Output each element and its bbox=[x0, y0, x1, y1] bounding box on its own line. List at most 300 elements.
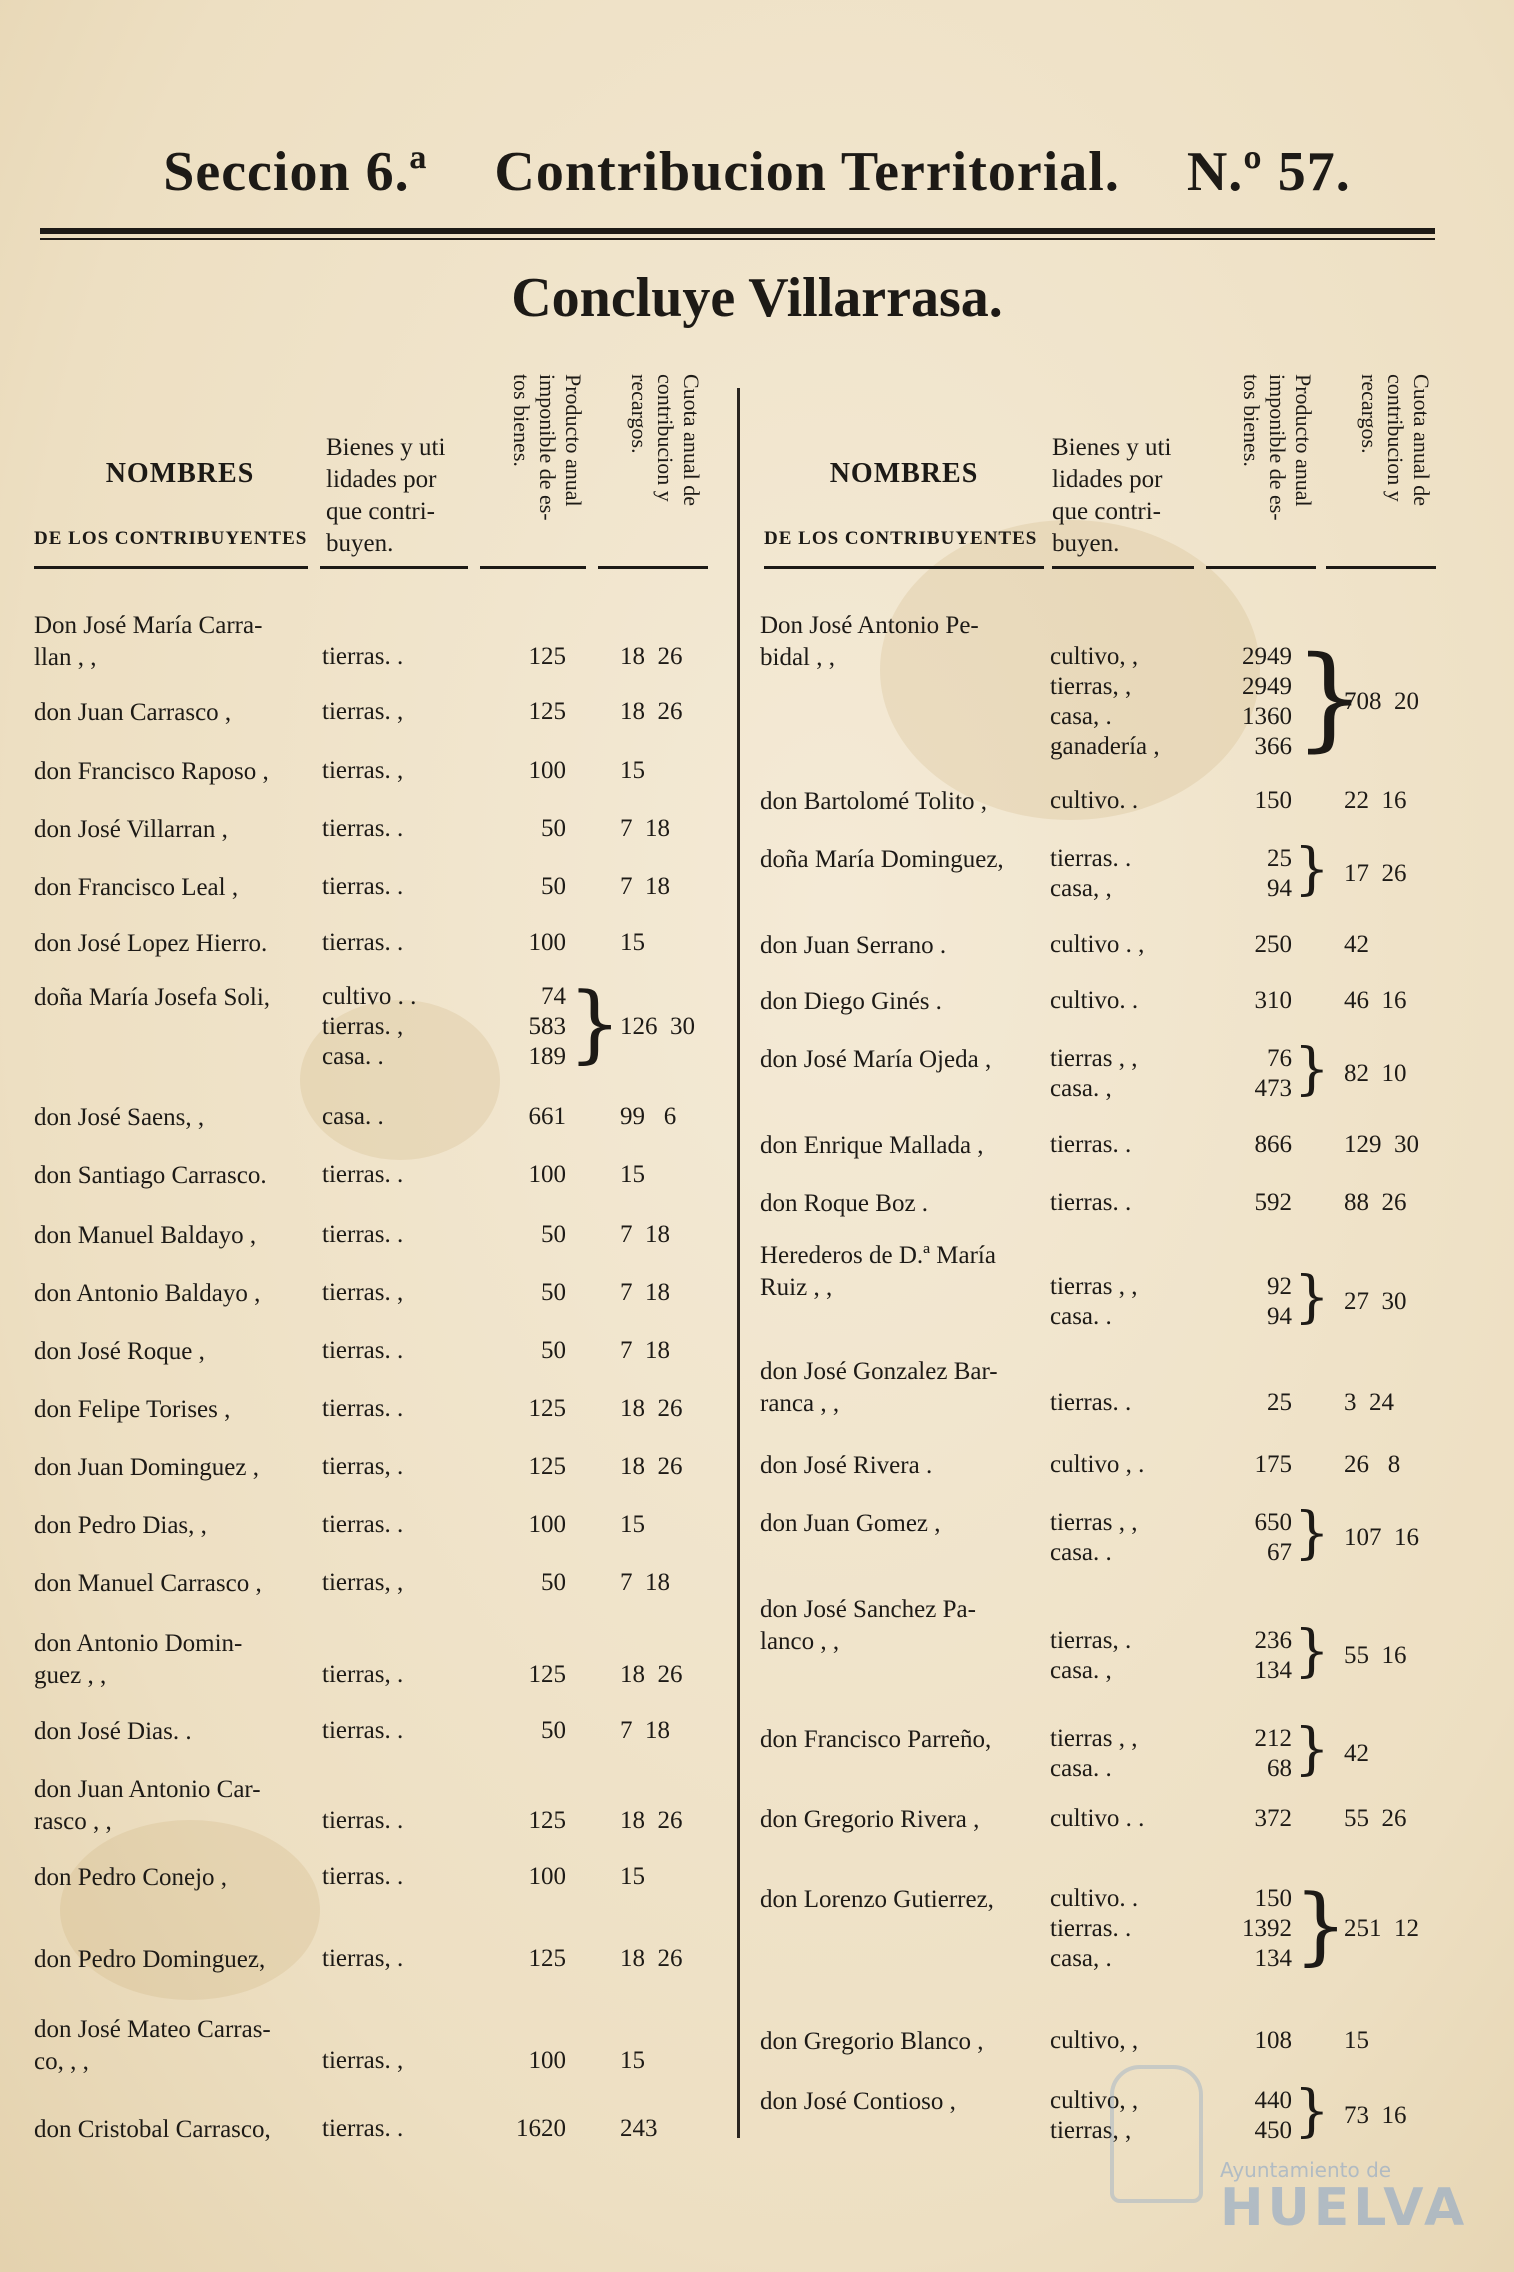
producto-cell bbox=[486, 1660, 566, 1690]
bienes-line: tierras. . bbox=[322, 2115, 404, 2142]
contributor-name-line: don José Villarran , bbox=[34, 816, 228, 843]
contributor-name bbox=[34, 610, 262, 674]
producto-cell bbox=[486, 2114, 566, 2144]
cuota-value: 3 24 bbox=[1344, 1389, 1394, 1416]
bienes-cell bbox=[1050, 844, 1131, 904]
bienes-cell bbox=[1050, 1130, 1131, 1160]
contributor-name bbox=[34, 1452, 259, 1484]
cuota-value: 129 30 bbox=[1344, 1131, 1419, 1158]
contributor-name-line: don Juan Carrasco , bbox=[34, 699, 232, 726]
bienes-line: tierras. . bbox=[1050, 1189, 1132, 1216]
bienes-line: casa. , bbox=[1050, 1657, 1112, 1684]
header-underline bbox=[480, 566, 586, 569]
contributor-name-line: don José Dias. . bbox=[34, 1718, 192, 1745]
subtitle: Concluye Villarrasa. bbox=[511, 267, 1003, 329]
contributor-name-line: ranca , , bbox=[760, 1390, 840, 1417]
watermark-big: HUELVA bbox=[1220, 2178, 1469, 2238]
producto-cell bbox=[486, 1568, 566, 1598]
bienes-cell bbox=[322, 1944, 403, 1974]
cuota-value: 7 18 bbox=[620, 1717, 670, 1744]
bienes-line: casa, , bbox=[1050, 875, 1112, 902]
header-rule-thin bbox=[40, 238, 1435, 240]
contributor-name bbox=[760, 930, 946, 962]
producto-cell bbox=[486, 814, 566, 844]
column-divider bbox=[737, 388, 740, 2138]
producto-value: 150 bbox=[1254, 787, 1292, 814]
producto-cell bbox=[1212, 2086, 1292, 2146]
producto-header-line: tos bienes. bbox=[509, 374, 534, 467]
bienes-line: cultivo. . bbox=[1050, 1885, 1139, 1912]
producto-cell bbox=[486, 1716, 566, 1746]
cuota-value: 55 26 bbox=[1344, 1805, 1407, 1832]
bienes-cell bbox=[322, 642, 403, 672]
contributor-name-line: don Enrique Mallada , bbox=[760, 1132, 984, 1159]
nombres-subheader-right: DE LOS CONTRIBUYENTES bbox=[764, 528, 1038, 549]
producto-value: 67 bbox=[1267, 1539, 1292, 1566]
producto-cell bbox=[1212, 1388, 1292, 1418]
producto-header-right bbox=[1238, 374, 1316, 564]
producto-value: 74 bbox=[541, 983, 566, 1010]
producto-value: 94 bbox=[1267, 1303, 1292, 1330]
producto-value: 134 bbox=[1254, 1945, 1292, 1972]
producto-header-line: Producto anual bbox=[1291, 374, 1316, 507]
producto-cell bbox=[1212, 986, 1292, 1016]
cuota-value: 7 18 bbox=[620, 1337, 670, 1364]
cuota-value: 15 bbox=[620, 1511, 645, 1538]
bienes-cell bbox=[322, 1220, 403, 1250]
contributor-name bbox=[760, 1724, 991, 1756]
producto-value: 50 bbox=[541, 815, 566, 842]
producto-cell bbox=[486, 1102, 566, 1132]
bienes-line: cultivo , . bbox=[1050, 1451, 1145, 1478]
producto-cell bbox=[486, 1278, 566, 1308]
cuota-header-line: Cuota anual de bbox=[1409, 374, 1434, 506]
producto-cell bbox=[1212, 1626, 1292, 1686]
contributor-name-line: don José Roque , bbox=[34, 1338, 205, 1365]
cuota-value: 82 10 bbox=[1344, 1060, 1407, 1087]
producto-cell bbox=[1212, 844, 1292, 904]
producto-value: 92 bbox=[1267, 1273, 1292, 1300]
bienes-cell bbox=[322, 756, 403, 786]
bienes-line: tierras. , bbox=[322, 1279, 404, 1306]
contributor-name-line: don Lorenzo Gutierrez, bbox=[760, 1886, 994, 1913]
contributor-name-line: bidal , , bbox=[760, 644, 835, 671]
brace-icon: } bbox=[1294, 2079, 1330, 2144]
producto-cell bbox=[486, 928, 566, 958]
header-underline bbox=[1052, 566, 1194, 569]
producto-cell bbox=[1212, 1804, 1292, 1834]
contributor-name bbox=[760, 1450, 932, 1482]
bienes-cell bbox=[1050, 1044, 1137, 1104]
bienes-cell bbox=[322, 814, 403, 844]
cuota-value: 18 26 bbox=[620, 643, 683, 670]
producto-cell bbox=[486, 642, 566, 672]
contributor-name bbox=[34, 1716, 192, 1748]
contributor-name bbox=[34, 756, 269, 788]
contributor-name bbox=[34, 697, 231, 729]
producto-header-line: imponible de es- bbox=[1265, 374, 1290, 521]
bienes-header-line: lidades por bbox=[1052, 466, 1163, 493]
contributor-name-line: don Juan Serrano . bbox=[760, 932, 947, 959]
bienes-cell bbox=[322, 982, 416, 1072]
contributor-name bbox=[760, 2086, 956, 2118]
producto-value: 1360 bbox=[1242, 703, 1292, 730]
contributor-name-line: don Cristobal Carrasco, bbox=[34, 2116, 271, 2143]
bienes-cell bbox=[1050, 1450, 1144, 1480]
contributor-name-line: don Gregorio Rivera , bbox=[760, 1806, 980, 1833]
header-title: Contribucion Territorial. bbox=[494, 141, 1120, 203]
producto-cell bbox=[486, 1160, 566, 1190]
producto-value: 250 bbox=[1254, 931, 1292, 958]
producto-value: 100 bbox=[528, 2047, 566, 2074]
contributor-name bbox=[34, 814, 228, 846]
producto-cell bbox=[486, 756, 566, 786]
producto-value: 310 bbox=[1254, 987, 1292, 1014]
bienes-cell bbox=[1050, 1388, 1131, 1418]
producto-cell bbox=[486, 1220, 566, 1250]
producto-header-left bbox=[508, 374, 586, 564]
producto-value: 650 bbox=[1254, 1509, 1292, 1536]
watermark bbox=[1220, 2158, 1469, 2238]
contributor-name bbox=[760, 1240, 996, 1304]
producto-value: 236 bbox=[1254, 1627, 1292, 1654]
bienes-line: tierras. . bbox=[322, 873, 404, 900]
producto-cell bbox=[486, 1452, 566, 1482]
bienes-line: tierras. . bbox=[322, 1717, 404, 1744]
contributor-name-line: don Juan Antonio Car- bbox=[34, 1776, 261, 1803]
bienes-line: tierras , , bbox=[1050, 1045, 1138, 1072]
producto-value: 100 bbox=[528, 929, 566, 956]
bienes-line: tierras. , bbox=[322, 698, 404, 725]
producto-value: 2949 bbox=[1242, 673, 1292, 700]
bienes-header-left bbox=[326, 432, 445, 560]
bienes-cell bbox=[1050, 986, 1138, 1016]
cuota-value: 55 16 bbox=[1344, 1642, 1407, 1669]
producto-value: 1620 bbox=[516, 2115, 566, 2142]
cuota-header-line: recargos. bbox=[627, 374, 652, 454]
cuota-value: 26 8 bbox=[1344, 1451, 1401, 1478]
bienes-line: tierras. . bbox=[322, 929, 404, 956]
contributor-name bbox=[34, 1944, 265, 1976]
cuota-value: 27 30 bbox=[1344, 1288, 1407, 1315]
producto-value: 25 bbox=[1267, 1389, 1292, 1416]
brace-icon: } bbox=[1294, 1265, 1330, 1330]
bienes-line: tierras , , bbox=[1050, 1273, 1138, 1300]
producto-value: 212 bbox=[1254, 1725, 1292, 1752]
contributor-name-line: don Pedro Dominguez, bbox=[34, 1946, 266, 1973]
producto-header-line: imponible de es- bbox=[535, 374, 560, 521]
contributor-name-line: don José Saens, , bbox=[34, 1104, 205, 1131]
cuota-value: 22 16 bbox=[1344, 787, 1407, 814]
cuota-value: 46 16 bbox=[1344, 987, 1407, 1014]
cuota-value: 18 26 bbox=[620, 1661, 683, 1688]
contributor-name-line: don Francisco Raposo , bbox=[34, 758, 269, 785]
contributor-name bbox=[760, 1130, 984, 1162]
producto-cell bbox=[486, 1510, 566, 1540]
producto-cell bbox=[1212, 642, 1292, 762]
header-underline bbox=[320, 566, 468, 569]
cuota-value: 99 6 bbox=[620, 1103, 677, 1130]
bienes-cell bbox=[1050, 1188, 1131, 1218]
contributor-name-line: don Francisco Leal , bbox=[34, 874, 239, 901]
header-underline bbox=[1206, 566, 1316, 569]
cuota-value: 18 26 bbox=[620, 1807, 683, 1834]
huelva-seal-icon bbox=[1110, 2065, 1203, 2203]
bienes-line: tierras. . bbox=[1050, 845, 1132, 872]
contributor-name bbox=[760, 786, 987, 818]
contributor-name-line: don Juan Gomez , bbox=[760, 1510, 941, 1537]
contributor-name bbox=[34, 1220, 256, 1252]
producto-cell bbox=[1212, 1272, 1292, 1332]
bienes-cell bbox=[322, 1102, 384, 1132]
bienes-line: cultivo, , bbox=[1050, 643, 1139, 670]
cuota-value: 18 26 bbox=[620, 1453, 683, 1480]
producto-value: 100 bbox=[528, 1511, 566, 1538]
bienes-cell bbox=[322, 697, 403, 727]
bienes-cell bbox=[322, 2046, 403, 2076]
producto-value: 100 bbox=[528, 757, 566, 784]
contributor-name bbox=[760, 2026, 984, 2058]
bienes-cell bbox=[1050, 1626, 1131, 1686]
bienes-line: cultivo . , bbox=[1050, 931, 1145, 958]
contributor-name-line: Don José María Carra- bbox=[34, 612, 263, 639]
producto-cell bbox=[486, 1336, 566, 1366]
brace-icon: } bbox=[1294, 633, 1366, 763]
contributor-name bbox=[760, 1356, 998, 1420]
cuota-value: 18 26 bbox=[620, 698, 683, 725]
contributor-name-line: don Manuel Baldayo , bbox=[34, 1222, 257, 1249]
contributor-name-line: don Santiago Carrasco. bbox=[34, 1162, 267, 1189]
producto-value: 125 bbox=[528, 698, 566, 725]
producto-value: 125 bbox=[528, 643, 566, 670]
producto-value: 150 bbox=[1254, 1885, 1292, 1912]
section-label: Seccion 6.ª bbox=[163, 141, 428, 203]
contributor-name bbox=[34, 982, 270, 1014]
cuota-value: 15 bbox=[620, 929, 645, 956]
producto-cell bbox=[486, 1806, 566, 1836]
bienes-cell bbox=[322, 1568, 403, 1598]
bienes-line: tierras, , bbox=[1050, 673, 1132, 700]
producto-value: 50 bbox=[541, 1569, 566, 1596]
contributor-name-line: don José Rivera . bbox=[760, 1452, 933, 1479]
bienes-cell bbox=[1050, 2026, 1138, 2056]
contributor-name bbox=[34, 1510, 207, 1542]
producto-cell bbox=[1212, 1724, 1292, 1784]
contributor-name bbox=[760, 844, 1004, 876]
producto-cell bbox=[1212, 1508, 1292, 1568]
brace-icon: } bbox=[1294, 1876, 1348, 1974]
contributor-name-line: doña María Josefa Soli, bbox=[34, 984, 271, 1011]
producto-cell bbox=[486, 1944, 566, 1974]
bienes-header-line: lidades por bbox=[326, 466, 437, 493]
bienes-line: tierras, . bbox=[1050, 1627, 1132, 1654]
contributor-name-line: don José Contioso , bbox=[760, 2088, 956, 2115]
cuota-value: 73 16 bbox=[1344, 2102, 1407, 2129]
bienes-cell bbox=[1050, 1724, 1137, 1784]
cuota-header-left bbox=[626, 374, 704, 564]
producto-value: 100 bbox=[528, 1161, 566, 1188]
page-number: N.º 57. bbox=[1186, 141, 1351, 203]
producto-value: 125 bbox=[528, 1395, 566, 1422]
producto-value: 440 bbox=[1254, 2087, 1292, 2114]
bienes-line: tierras. . bbox=[322, 1337, 404, 1364]
cuota-header-line: recargos. bbox=[1357, 374, 1382, 454]
cuota-value: 126 30 bbox=[620, 1013, 695, 1040]
producto-cell bbox=[1212, 1188, 1292, 1218]
cuota-header-line: contribucion y bbox=[653, 374, 678, 502]
cuota-value: 15 bbox=[620, 1863, 645, 1890]
cuota-value: 7 18 bbox=[620, 815, 670, 842]
producto-value: 125 bbox=[528, 1807, 566, 1834]
bienes-line: tierras. , bbox=[322, 1013, 404, 1040]
contributor-name-line: don Felipe Torises , bbox=[34, 1396, 231, 1423]
bienes-line: casa. . bbox=[322, 1103, 384, 1130]
bienes-line: tierras, . bbox=[322, 1945, 404, 1972]
contributor-name bbox=[760, 1044, 991, 1076]
bienes-header-line: buyen. bbox=[1052, 530, 1120, 557]
bienes-header-line: que contri- bbox=[1052, 498, 1161, 525]
cuota-value: 18 26 bbox=[620, 1395, 683, 1422]
producto-cell bbox=[486, 982, 566, 1072]
bienes-header-line: Bienes y uti bbox=[326, 434, 446, 461]
bienes-cell bbox=[322, 1862, 403, 1892]
contributor-name bbox=[760, 1884, 994, 1916]
producto-cell bbox=[1212, 786, 1292, 816]
producto-value: 94 bbox=[1267, 875, 1292, 902]
cuota-value: 708 20 bbox=[1344, 688, 1419, 715]
bienes-line: tierras. . bbox=[1050, 1389, 1132, 1416]
bienes-line: casa, . bbox=[1050, 703, 1112, 730]
producto-value: 189 bbox=[528, 1043, 566, 1070]
producto-value: 125 bbox=[528, 1661, 566, 1688]
bienes-header-right bbox=[1052, 432, 1171, 560]
contributor-name-line: don Roque Boz . bbox=[760, 1190, 929, 1217]
bienes-line: cultivo, , bbox=[1050, 2087, 1139, 2114]
bienes-line: tierras, . bbox=[322, 1661, 404, 1688]
brace-icon: } bbox=[1294, 1717, 1330, 1782]
bienes-header-line: buyen. bbox=[326, 530, 394, 557]
contributor-name-line: lanco , , bbox=[760, 1628, 840, 1655]
producto-value: 866 bbox=[1254, 1131, 1292, 1158]
cuota-value: 15 bbox=[620, 1161, 645, 1188]
cuota-value: 42 bbox=[1344, 1740, 1369, 1767]
producto-header-line: Producto anual bbox=[561, 374, 586, 507]
cuota-value: 251 12 bbox=[1344, 1915, 1419, 1942]
producto-cell bbox=[1212, 1450, 1292, 1480]
cuota-value: 7 18 bbox=[620, 873, 670, 900]
cuota-value: 15 bbox=[620, 2047, 645, 2074]
contributor-name bbox=[34, 1628, 242, 1692]
bienes-cell bbox=[322, 1510, 403, 1540]
producto-cell bbox=[1212, 2026, 1292, 2056]
bienes-header-line: Bienes y uti bbox=[1052, 434, 1172, 461]
bienes-line: cultivo, , bbox=[1050, 2027, 1139, 2054]
contributor-name bbox=[34, 1862, 227, 1894]
bienes-cell bbox=[322, 1806, 403, 1836]
cuota-value: 7 18 bbox=[620, 1279, 670, 1306]
bienes-line: ganadería , bbox=[1050, 733, 1160, 760]
cuota-header-right bbox=[1356, 374, 1434, 564]
producto-cell bbox=[486, 2046, 566, 2076]
contributor-name bbox=[34, 1102, 204, 1134]
cuota-value: 17 26 bbox=[1344, 860, 1407, 887]
producto-cell bbox=[486, 1862, 566, 1892]
cuota-value: 243 bbox=[620, 2115, 658, 2142]
cuota-value: 18 26 bbox=[620, 1945, 683, 1972]
cuota-value: 15 bbox=[620, 757, 645, 784]
contributor-name bbox=[760, 1594, 976, 1658]
contributor-name-line: don Antonio Baldayo , bbox=[34, 1280, 261, 1307]
contributor-name-line: co, , , bbox=[34, 2048, 89, 2075]
producto-value: 125 bbox=[528, 1453, 566, 1480]
bienes-header-line: que contri- bbox=[326, 498, 435, 525]
bienes-cell bbox=[1050, 1884, 1138, 1974]
bienes-cell bbox=[322, 1278, 403, 1308]
producto-value: 108 bbox=[1254, 2027, 1292, 2054]
producto-value: 175 bbox=[1254, 1451, 1292, 1478]
contributor-name-line: llan , , bbox=[34, 644, 97, 671]
page-header bbox=[0, 140, 1514, 204]
nombres-subheader-left: DE LOS CONTRIBUYENTES bbox=[34, 528, 308, 549]
bienes-line: tierras. . bbox=[322, 1161, 404, 1188]
producto-value: 583 bbox=[528, 1013, 566, 1040]
bienes-line: casa. . bbox=[1050, 1755, 1112, 1782]
contributor-name-line: don José Gonzalez Bar- bbox=[760, 1358, 998, 1385]
contributor-name-line: guez , , bbox=[34, 1662, 107, 1689]
producto-cell bbox=[486, 1394, 566, 1424]
bienes-cell bbox=[322, 872, 403, 902]
producto-cell bbox=[1212, 930, 1292, 960]
bienes-cell bbox=[322, 1394, 403, 1424]
cuota-value: 15 bbox=[1344, 2027, 1369, 2054]
cuota-header-line: Cuota anual de bbox=[679, 374, 704, 506]
contributor-name-line: don Diego Ginés . bbox=[760, 988, 942, 1015]
contributor-name bbox=[34, 872, 238, 904]
cuota-header-line: contribucion y bbox=[1383, 374, 1408, 502]
bienes-line: casa. , bbox=[1050, 1075, 1112, 1102]
contributor-name-line: don Pedro Conejo , bbox=[34, 1864, 228, 1891]
producto-cell bbox=[1212, 1130, 1292, 1160]
producto-value: 1392 bbox=[1242, 1915, 1292, 1942]
brace-icon: } bbox=[1294, 1619, 1330, 1684]
bienes-line: casa. . bbox=[1050, 1539, 1112, 1566]
producto-value: 450 bbox=[1254, 2117, 1292, 2144]
bienes-cell bbox=[322, 1660, 403, 1690]
bienes-line: tierras. , bbox=[322, 757, 404, 784]
producto-value: 50 bbox=[541, 1221, 566, 1248]
watermark-small: Ayuntamiento de bbox=[1220, 2158, 1392, 2182]
producto-value: 25 bbox=[1267, 845, 1292, 872]
producto-value: 50 bbox=[541, 1279, 566, 1306]
contributor-name bbox=[34, 1568, 262, 1600]
bienes-line: tierras , , bbox=[1050, 1509, 1138, 1536]
contributor-name bbox=[760, 986, 942, 1018]
header-underline bbox=[34, 566, 308, 569]
contributor-name-line: don Francisco Parreño, bbox=[760, 1726, 992, 1753]
cuota-value: 42 bbox=[1344, 931, 1369, 958]
bienes-line: tierras , , bbox=[1050, 1725, 1138, 1752]
nombres-header-right: NOMBRES bbox=[829, 458, 979, 489]
bienes-line: tierras. . bbox=[322, 643, 404, 670]
bienes-line: tierras. . bbox=[1050, 1131, 1132, 1158]
contributor-name bbox=[34, 2114, 271, 2146]
bienes-line: tierras, , bbox=[1050, 2117, 1132, 2144]
contributor-name-line: don Gregorio Blanco , bbox=[760, 2028, 984, 2055]
contributor-name-line: don Bartolomé Tolito , bbox=[760, 788, 987, 815]
contributor-name bbox=[34, 1160, 267, 1192]
contributor-name-line: don Pedro Dias, , bbox=[34, 1512, 207, 1539]
bienes-line: cultivo. . bbox=[1050, 787, 1139, 814]
